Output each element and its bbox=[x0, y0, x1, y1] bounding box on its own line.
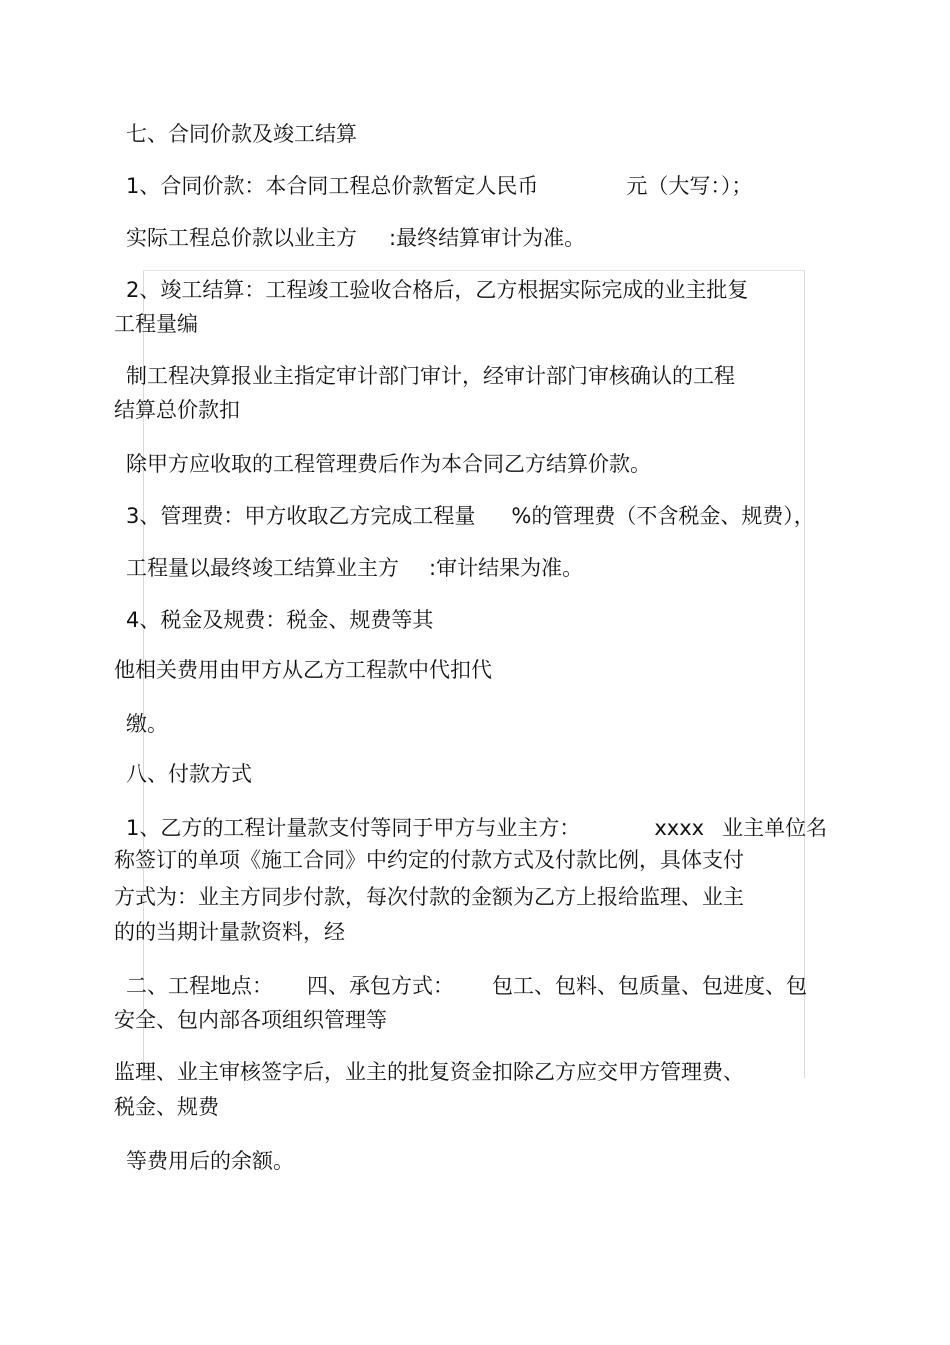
payment-line-4: 的的当期计量款资料，经 bbox=[114, 920, 345, 944]
contract-price-capital: 元（大写：）； bbox=[626, 174, 753, 198]
quantity-audit: :审计结果为准。 bbox=[429, 556, 584, 580]
owner-placeholder: xxxx bbox=[654, 816, 705, 840]
frame-top-rule bbox=[143, 270, 804, 271]
settlement-line-5: 除甲方应收取的工程管理费后作为本合同乙方结算价款。 bbox=[126, 452, 651, 476]
actual-price-audit: :最终结算审计为准。 bbox=[389, 226, 586, 250]
actual-price-line bbox=[126, 225, 585, 251]
misc-line-2: 安全、包内部各项组织管理等 bbox=[114, 1008, 387, 1032]
settlement-line-2: 工程量编 bbox=[114, 312, 198, 336]
section-8-heading: 八、付款方式 bbox=[126, 762, 252, 786]
contract-mode-items: 包工、包料、包质量、包进度、包 bbox=[492, 974, 807, 998]
payment-line-5: 监理、业主审核签字后，业主的批复资金扣除乙方应交甲方管理费、 bbox=[114, 1060, 744, 1084]
project-location: 二、工程地点： bbox=[126, 974, 273, 998]
section-7-heading: 七、合同价款及竣工结算 bbox=[126, 122, 357, 146]
management-fee-line bbox=[126, 503, 815, 529]
tax-line-2: 他相关费用由甲方从乙方工程款中代扣代 bbox=[114, 658, 492, 682]
payment-line-3: 方式为：业主方同步付款，每次付款的金额为乙方上报给监理、业主 bbox=[114, 885, 744, 909]
quantity-line bbox=[126, 555, 583, 581]
contract-mode: 四、承包方式： bbox=[307, 974, 454, 998]
payment-text: 1、乙方的工程计量款支付等同于甲方与业主方： bbox=[126, 816, 581, 840]
tax-line-3: 缴。 bbox=[126, 712, 168, 736]
owner-unit-name: 业主单位名 bbox=[722, 816, 828, 840]
payment-line-2: 称签订的单项《施工合同》中约定的付款方式及付款比例，具体支付 bbox=[114, 848, 744, 872]
payment-line-6: 税金、规费 bbox=[114, 1095, 219, 1119]
settlement-line-1: 2、竣工结算：工程竣工验收合格后，乙方根据实际完成的业主批复 bbox=[126, 278, 749, 302]
management-fee-text: 3、管理费：甲方收取乙方完成工程量 bbox=[126, 504, 476, 528]
settlement-line-3: 制工程决算报业主指定审计部门审计，经审计部门审核确认的工程 bbox=[126, 364, 735, 388]
actual-price-text: 实际工程总价款以业主方 bbox=[126, 226, 357, 250]
payment-line-1 bbox=[126, 815, 827, 841]
management-fee-rate: %的管理费（不含税金、规费）， bbox=[511, 504, 815, 528]
quantity-text: 工程量以最终竣工结算业主方 bbox=[126, 556, 399, 580]
tax-line-1: 4、税金及规费：税金、规费等其 bbox=[126, 608, 434, 632]
payment-line-7: 等费用后的余额。 bbox=[126, 1149, 294, 1173]
contract-price-line bbox=[126, 173, 752, 199]
misc-line-1 bbox=[126, 973, 807, 999]
settlement-line-4: 结算总价款扣 bbox=[114, 398, 240, 422]
contract-price-text: 1、合同价款：本合同工程总价款暂定人民币 bbox=[126, 174, 539, 198]
